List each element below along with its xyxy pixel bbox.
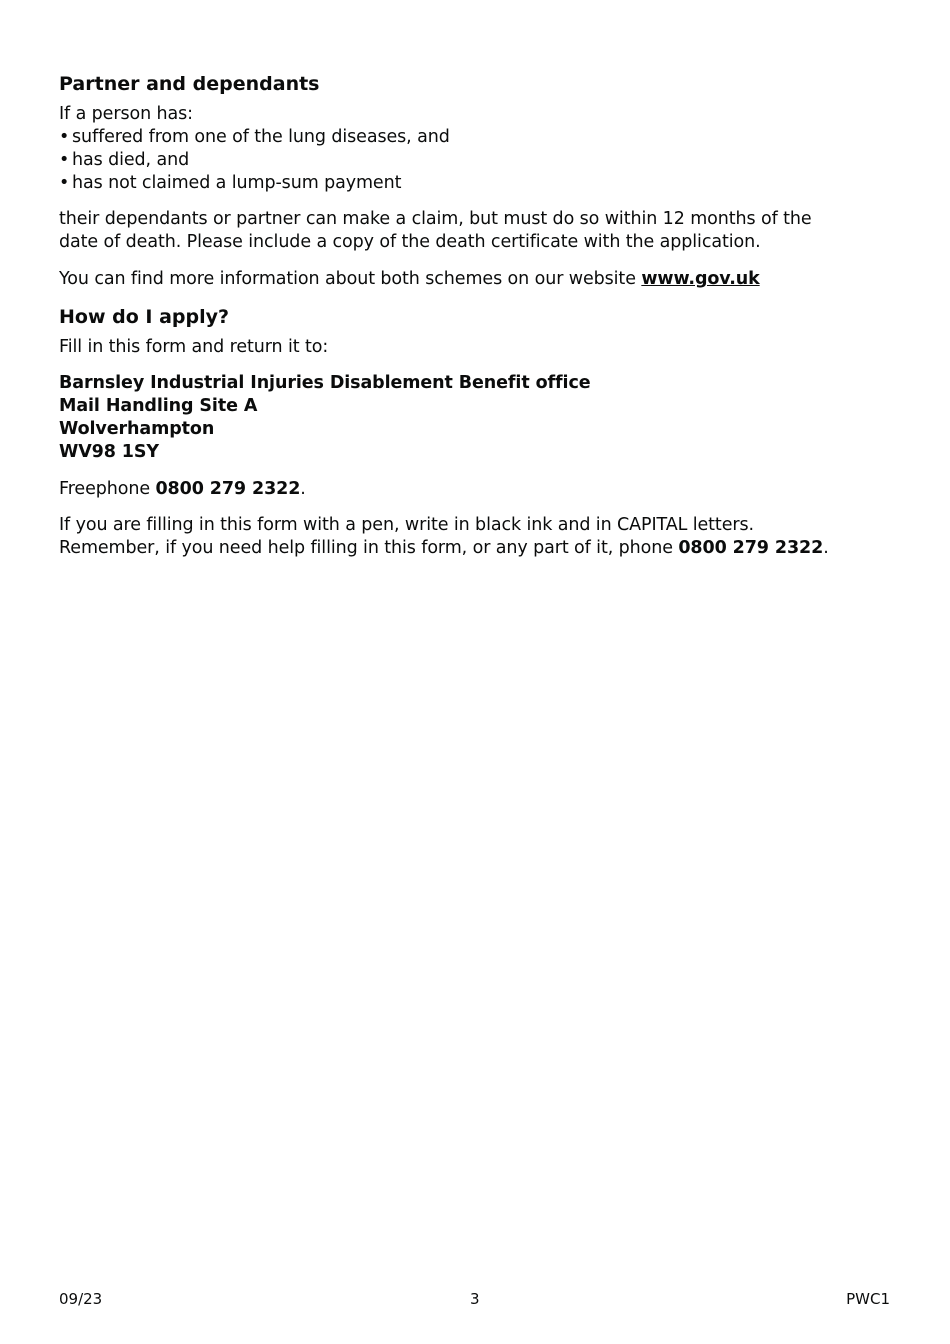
- freephone-period: .: [300, 479, 306, 499]
- apply-heading: How do I apply?: [59, 306, 230, 328]
- website-link[interactable]: www.gov.uk: [641, 269, 760, 289]
- partner-bullet-list: [59, 126, 849, 195]
- partner-intro: If a person has:: [59, 104, 193, 124]
- help-period: .: [823, 538, 829, 558]
- instructions-paragraph: [59, 514, 849, 560]
- bullet-item: • has died, and: [59, 149, 849, 172]
- partner-section: [59, 70, 849, 291]
- address-line: Barnsley Industrial Injuries Disablement Benefit office: [59, 373, 591, 393]
- apply-section: [59, 303, 849, 560]
- page-footer: [0, 1290, 950, 1310]
- address-line: Mail Handling Site A: [59, 396, 258, 416]
- bullet-item: • has not claimed a lump-sum payment: [59, 172, 849, 195]
- apply-intro: Fill in this form and return it to:: [59, 337, 329, 357]
- footer-date: 09/23: [59, 1290, 103, 1308]
- paragraph-line: date of death. Please include a copy of the death certificate with the application.: [59, 232, 761, 252]
- dependants-paragraph: [59, 208, 849, 254]
- pen-instruction: If you are filling in this form with a pen, write in black ink and in CAPITAL letters.: [59, 515, 754, 535]
- footer-form-code: PWC1: [846, 1290, 890, 1308]
- address-line: Wolverhampton: [59, 419, 215, 439]
- freephone-label: Freephone: [59, 479, 156, 499]
- page-content: [59, 70, 849, 560]
- help-phone-number: 0800 279 2322: [678, 538, 824, 558]
- return-address: [59, 372, 849, 464]
- help-text: Remember, if you need help filling in this form, or any part of it, phone: [59, 538, 679, 558]
- footer-page-number: 3: [470, 1290, 480, 1308]
- help-instruction: [59, 537, 849, 560]
- freephone-paragraph: [59, 478, 849, 501]
- address-line: WV98 1SY: [59, 442, 159, 462]
- more-info-paragraph: [59, 268, 849, 291]
- more-info-text: You can find more information about both schemes on our website: [59, 269, 642, 289]
- bullet-item: • suffered from one of the lung diseases, and: [59, 126, 849, 149]
- paragraph-line: their dependants or partner can make a claim, but must do so within 12 months of the: [59, 209, 812, 229]
- partner-heading: Partner and dependants: [59, 73, 320, 95]
- freephone-number: 0800 279 2322: [155, 479, 301, 499]
